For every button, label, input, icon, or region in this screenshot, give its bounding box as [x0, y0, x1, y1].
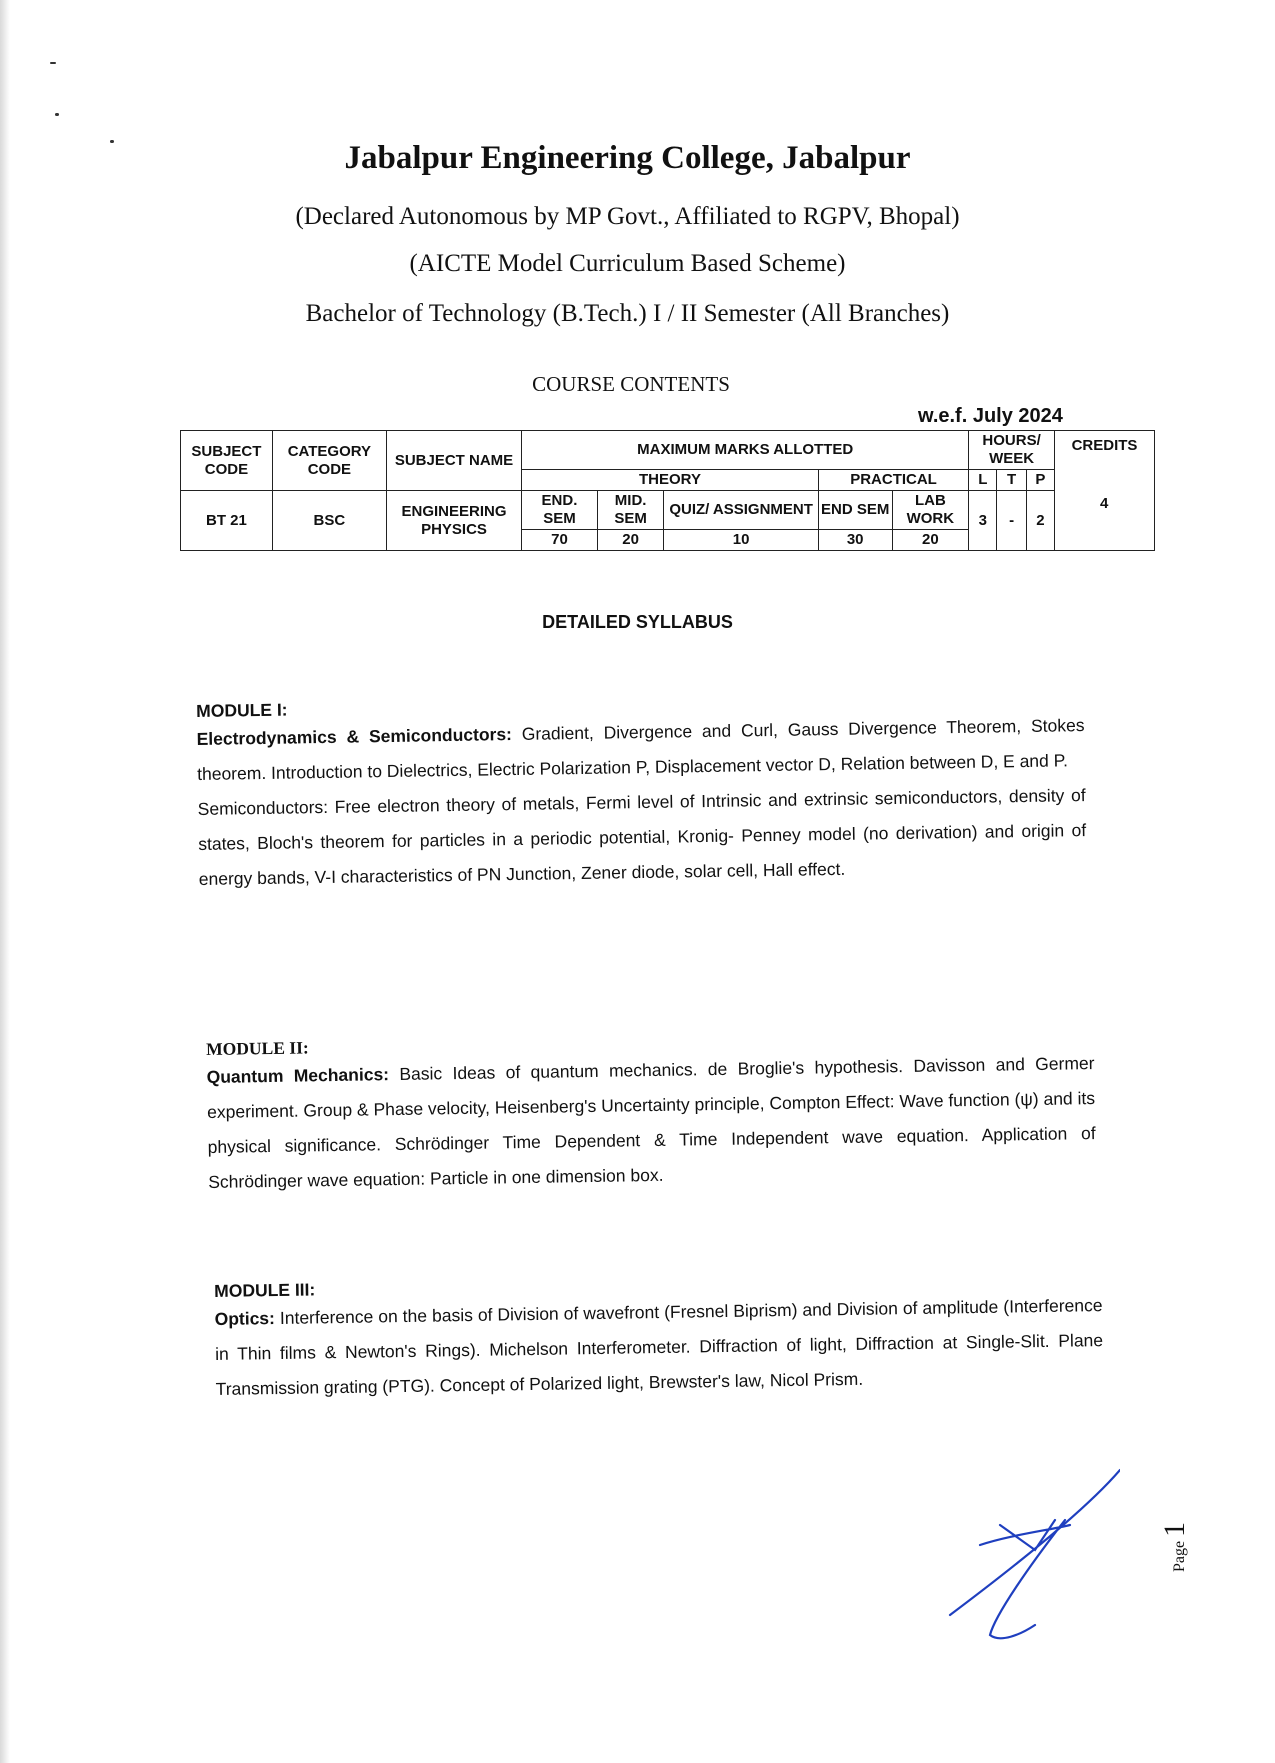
module-1-heading: MODULE I: [196, 699, 288, 721]
practical-end-sem-marks: 30 [818, 530, 892, 551]
header-practical: PRACTICAL [818, 470, 968, 491]
detailed-syllabus-heading: DETAILED SYLLABUS [542, 612, 733, 632]
hours-t-cell: - [997, 491, 1026, 551]
header-hours-week: HOURS/ WEEK [969, 431, 1055, 470]
subject-code-cell: BT 21 [181, 491, 273, 551]
subject-name-cell: ENGINEERING PHYSICS [386, 491, 521, 551]
effective-date: w.e.f. July 2024 [918, 405, 1063, 427]
scan-speck [50, 62, 56, 64]
header-theory-mid-sem: MID. SEM [597, 491, 664, 530]
module-2-heading: MODULE II: [206, 1037, 309, 1059]
scheme-table [180, 430, 1155, 551]
theory-mid-sem-marks: 20 [597, 530, 664, 551]
module-3-body [214, 1288, 1104, 1407]
header-theory: THEORY [522, 470, 819, 491]
header-quiz-assignment: QUIZ/ ASSIGNMENT [664, 491, 818, 530]
header-theory-end-sem: END. SEM [522, 491, 598, 530]
hours-p-cell: 2 [1026, 491, 1054, 551]
signature-icon [940, 1465, 1120, 1645]
page-number-value: 1 [1158, 1521, 1192, 1537]
module-2-topic: Quantum Mechanics: [206, 1064, 390, 1087]
module-3-text: Interference on the basis of Division of wavefront (Fresnel Biprism) and Division of amplitude (Interference in Thin films & Newton's Rings). Michelson Interferometer. Diffraction of light, Diffraction at Single-Slit. Plane Transmission grating (PTG). Concept of Polarized light, Brewster's law, Nicol Prism. [215, 1295, 1104, 1399]
theory-end-sem-marks: 70 [522, 530, 598, 551]
header-t: T [997, 470, 1026, 491]
header-l: L [969, 470, 997, 491]
college-title: Jabalpur Engineering College, Jabalpur [344, 140, 911, 176]
header-category-code: CATEGORY CODE [272, 431, 386, 491]
header-lab-work: LAB WORK [892, 491, 969, 530]
page-label: Page [1171, 1540, 1189, 1573]
module-2-text: Basic Ideas of quantum mechanics. de Broglie's hypothesis. Davisson and Germer experiment. Group & Phase velocity, Heisenberg's Uncertainty principle, Compton Effect: Wave function (ψ) and its physical significance. Schrödinger Time Dependent & Time Independent wave equation. Application of Schrödinger wave equation: Particle in one dimension box. [207, 1053, 1096, 1192]
module-3 [214, 1266, 1104, 1407]
module-2 [206, 1024, 1096, 1200]
page-number [1160, 1500, 1220, 1590]
college-subtitle-autonomous: (Declared Autonomous by MP Govt., Affiliated to RGPV, Bhopal) [295, 203, 960, 230]
theory-quiz-marks: 10 [664, 530, 818, 551]
course-contents-heading: COURSE CONTENTS [532, 372, 730, 396]
module-1-text: Gradient, Divergence and Curl, Gauss Divergence Theorem, Stokes theorem. Introduction to Dielectrics, Electric Polarization P, Displacement vector D, Relation between D, E and P. [197, 715, 1085, 784]
module-1-topic: Electrodynamics & Semiconductors: [196, 724, 513, 749]
header-practical-end-sem: END SEM [818, 491, 892, 530]
scan-speck [55, 113, 59, 116]
header-p: P [1026, 470, 1054, 491]
header-subject-name: SUBJECT NAME [386, 431, 521, 491]
module-1-semiconductors-text: Semiconductors: Free electron theory of metals, Fermi level of Intrinsic and extrinsic semiconductors, density of states, Bloch's theorem for particles in a periodic potential, Kronig- Penney model (no derivation) and origin of energy bands, V-I characteristics of PN Junction, Zener diode, solar cell, Hall effect. [197, 785, 1087, 889]
module-1 [196, 686, 1087, 897]
practical-lab-work-marks: 20 [892, 530, 969, 551]
module-3-topic: Optics: [214, 1308, 276, 1329]
header-subject-code: SUBJECT CODE [181, 431, 273, 491]
header-credits: CREDITS [1054, 431, 1154, 551]
category-code-cell: BSC [272, 491, 386, 551]
credits-cell: 4 [1100, 495, 1109, 512]
header-max-marks: MAXIMUM MARKS ALLOTTED [522, 431, 969, 470]
hours-l-cell: 3 [969, 491, 997, 551]
program-title: Bachelor of Technology (B.Tech.) I / II Semester (All Branches) [305, 300, 950, 327]
module-3-heading: MODULE III: [214, 1279, 316, 1301]
college-subtitle-scheme: (AICTE Model Curriculum Based Scheme) [409, 250, 846, 277]
module-2-body [206, 1046, 1096, 1200]
